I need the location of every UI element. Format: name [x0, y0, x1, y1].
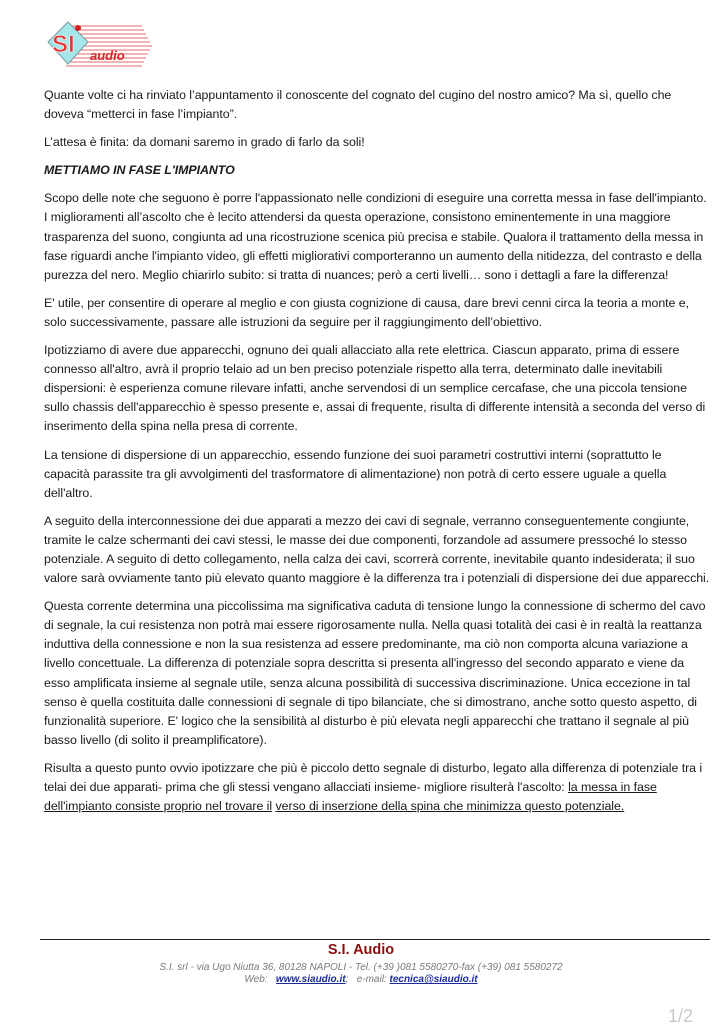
conclusion-underlined-1: la messa in fase dell'impianto consiste proprio nel trovare il [44, 780, 657, 814]
document-body [44, 86, 710, 825]
conclusion-text: Risulta a questo punto ovvio ipotizzare che più è piccolo detto segnale di disturbo, legato alla differenza di potenziale tra i telai dei due apparati- prima che gli stessi vengano allacciati insieme- migliore risulterà l'ascolto: [44, 760, 703, 794]
footer-address: S.I. srl - via Ugo Niutta 36, 80128 NAPOLI - Tel. (+39 )081 5580270-fax (+39) 081 5580272 [159, 962, 563, 973]
conclusion-underlined-2: verso di inserzione della spina che minimizza questo potenziale. [275, 799, 625, 814]
body-paragraph: A seguito della interconnessione dei due apparati a mezzo dei cavi di segnale, verranno conseguentemente congiunte, tramite le calze schermanti dei cavi stessi, le masse dei due componenti, forzandole ad assumere pressoché lo stesso potenziale. A seguito di detto collegamento, nella calza dei cavi, scorrerà corrente, inevitabile quanto indesiderata; il suo valore sarà ovviamente tanto più elevato quanto maggiore è la differenza tra i potenziali di dispersione dei due apparecchi. [44, 513, 710, 586]
email-label: e-mail: [356, 974, 387, 985]
svg-text:SI: SI [52, 31, 75, 58]
footer-contacts [0, 974, 722, 985]
intro-paragraph-2: L’attesa è finita: da domani saremo in grado di farlo da soli! [44, 135, 365, 150]
body-paragraph: Ipotizziamo di avere due apparecchi, ognuno dei quali allacciato alla rete elettrica. Ciascun apparato, prima di essere connesso all'altro, avrà il proprio telaio ad un ben preciso potenziale rispetto alla terra, determinato dalle inevitabili dispersioni: è esperienza comune rilevare infatti, anche servendosi di un semplice cercafase, che una piccola tensione sullo chassis dell'apparecchio è spesso presente e, assai di frequente, risulta di differente intensità a seconda del verso di inserimento della spina nella presa di corrente. [44, 343, 706, 434]
intro-paragraph: Quante volte ci ha rinviato l’appuntamento il conoscente del cognato del cugino del nostro amico? Ma sì, quello che doveva “metterci in fase l’impianto”. [44, 88, 672, 122]
si-audio-logo [44, 18, 156, 72]
body-paragraph: Questa corrente determina una piccolissima ma significativa caduta di tensione lungo la connessione di schermo del cavo di segnale, la cui resistenza non potrà mai essere rigorosamente nulla. Nella quasi totalità dei casi è in realtà la reattanza induttiva della connessione e non la sua resistenza ad essere predominante, ma ciò non comporta alcuna variazione a livello concettuale. La differenza di potenziale sopra descritta si presenta all'ingresso del secondo apparato e viene da esso amplificata insieme al segnale utile, senza alcuna possibilità di successiva discriminazione. Unica eccezione in tal senso è quella costituita dalle connessioni di segnale di tipo bilanciate, che si dimostrano, anche sotto questo aspetto, di funzionalità superiore. E' logico che la sensibilità al disturbo è più elevata negli apparecchi che trattano il segnale al più basso livello (di solito il preamplificatore). [44, 599, 706, 747]
page-indicator: 1/2 [668, 1006, 694, 1026]
website-link[interactable]: www.siaudio.it [275, 974, 346, 985]
logo-graphic-icon [44, 18, 156, 72]
section-heading: METTIAMO IN FASE L'IMPIANTO [44, 163, 235, 178]
email-link[interactable]: tecnica@siaudio.it [389, 974, 478, 985]
svg-text:audio: audio [90, 48, 125, 63]
web-label: Web: [244, 974, 268, 985]
footer-brand: S.I. Audio [327, 942, 395, 958]
body-paragraph: E' utile, per consentire di operare al meglio e con giusta cognizione di causa, dare brevi cenni circa la teoria a monte e, solo successivamente, passare alle istruzioni da seguire per il raggiungimento dell’obiettivo. [44, 295, 690, 329]
footer-divider [40, 939, 710, 940]
conclusion-paragraph [44, 759, 710, 816]
separator: ; [345, 974, 349, 985]
body-paragraph: Scopo delle note che seguono è porre l'appassionato nelle condizioni di eseguire una corretta messa in fase dell'impianto. I miglioramenti all’ascolto che è lecito attendersi da questa operazione, consistono eminentemente in una maggiore trasparenza del suono, congiunta ad una ricostruzione scenica più precisa e stabile. Qualora il trattamento della messa in fase riguardi anche l'impianto video, gli effetti migliorativi comporteranno un aumento della nitidezza, del contrasto e della purezza del nero. Meglio chiarirlo subito: si tratta di nuances; però a certi livelli… sono i dettagli a fare la differenza! [44, 191, 707, 282]
body-paragraph: La tensione di dispersione di un apparecchio, essendo funzione dei suoi parametri costruttivi interni (soprattutto le capacità parassite tra gli avvolgimenti del trasformatore di alimentazione) non potrà di certo essere uguale a quella dell'altro. [44, 447, 667, 500]
